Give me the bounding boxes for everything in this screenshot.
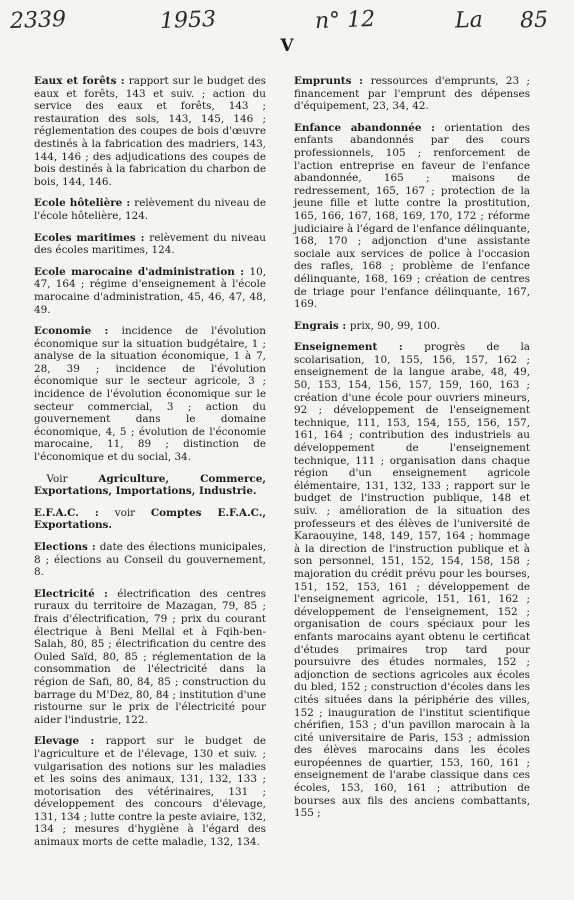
entry-term: Electricité — [34, 587, 95, 600]
index-entry-eaux-et-forets: Eaux et forêts : rapport sur le budget des eaux et forêts, 143 et suiv. ; action du service des eaux et forêts, 143 ; restauration des sols, 143, 145, 146 ; réglementation des coupes de bois d'œuvre destinés à la fabrication des madriers, 143, 144, 146 ; des adjudications des coupes de bois destinés à la fabrication du charbon de bois, 144, 146. — [34, 75, 266, 188]
entry-term: Engrais — [294, 319, 339, 332]
entry-text: relèvement du niveau de l'école hôtelière, 124. — [34, 197, 266, 222]
index-entry-ecole-marocaine-d-administration: Ecole marocaine d'administration : 10, 47, 164 ; régime d'enseignement à l'école marocaine d'administration, 45, 46, 47, 48, 49. — [34, 265, 267, 316]
index-entry-enfance-abandonnee: Enfance abandonnée : orientation des enfants abandonnés par des cours professionnels, 105 ; renforcement de l'action entreprise en faveur de l'enfance abandonnée, 165 ; maisons de redressement, 165, 167 ; protection de la jeune fille et lutte contre la prostitution, 165, 166, 167, 168, 169, 170, 172 ; réforme judiciaire à l'égard de l'enfance délinquante, 168, 170 ; adjonction d'une assistante sociale aux services de police à l'occasion des rafles, 168 ; problème de l'enfance délinquante, 168, 169 ; création de centres de triage pour l'enfance délinquante, 167, 169. — [294, 121, 531, 311]
index-entry-elevage: Elevage : rapport sur le budget de l'agriculture et de l'élevage, 130 et suiv. ; vulgarisation des notions sur les maladies et les soins des animaux, 131, 132, 133 ; motorisation des vétérinaires, 131 ; développement des concours d'élevage, 131, 134 ; lutte contre la peste aviaire, 132, 134 ; mesures d'hygiène à l'égard des animaux morts de cette maladie, 132, 134. — [34, 735, 267, 849]
entry-term: Elevage — [34, 735, 80, 748]
index-entry-enseignement: Enseignement : progrès de la scolarisation, 10, 155, 156, 157, 162 ; enseignement de la langue arabe, 48, 49, 50, 153, 154, 156, 157, 159, 160, 163 ; création d'une école pour ouvriers mineurs, 92 ; développement de l'enseignement technique, 111, 153, 154, 155, 156, 157, 161, 164 ; contribution des industriels au développement de l'enseignement technique, 111 ; organisation dans chaque région d'un enseignement agricole élémentaire, 131, 132, 133 ; rapport sur le budget de l'instruction publique, 148 et suiv. ; amélioration de la situation des professeurs et des élèves de l'université de Karaouyine, 148, 149, 157, 164 ; hommage à la direction de l'instruction publique et à son personnel, 151, 152, 154, 158, 158 ; majoration du crédit prévu pour les bourses, 151, 152, 153, 161 ; développement de l'enseignement agricole, 151, 161, 162 ; développement de l'enseignement, 152 ; organisation de cours spéciaux pour les enfants marocains ayant obtenu le certificat d'études primaires trop tard pour poursuivre des études normales, 152 ; adjonction de sections agricoles aux écoles du bled, 152 ; construction d'écoles dans les cités situées dans la périphérie des villes, 152 ; inauguration de l'institut scientifique chérifien, 153 ; d'un pavillon marocain à la cité universitaire de Paris, 153 ; admission des élèves marocains dans les écoles européennes de quartier, 153, 160, 161 ; enseignement de l'arabe classique dans ces écoles, 153, 160, 161 ; attribution de bourses aux fils des anciens combattants, 155 ; — [294, 341, 530, 820]
entry-references: Comptes E.F.A.C., Exportations. — [34, 506, 267, 532]
note-prefix: Voir — [46, 472, 68, 485]
entry-text: 10, 47, 164 ; régime d'enseignement à l'école marocaine d'administration, 45, 46, 47, 48, 49. — [34, 265, 267, 316]
entry-term: Emprunts — [294, 75, 352, 87]
entry-term: Economie — [34, 325, 92, 338]
entry-term: E.F.A.C. — [34, 506, 79, 519]
page-marker: V — [280, 36, 294, 56]
index-entry-economie: Economie : incidence de l'évolution économique sur la situation budgétaire, 1 ; analyse de la situation économique, 1 à 7, 28, 39 ; incidence de l'évolution économique sur le secteur agricole, 3 ; incidence de l'évolution économique sur le secteur commercial, 3 ; action du gouvernement dans le domaine économique, 4, 5 ; évolution de l'économie marocaine, 11, 89 ; distinction de l'économique et du social, 34. — [34, 325, 266, 464]
handwritten-page-code: 85 — [519, 7, 549, 34]
handwritten-issue: n° 12 — [314, 6, 376, 35]
entry-term: Eaux et forêts — [34, 75, 117, 87]
entry-term: Ecole hôtelière — [34, 197, 123, 210]
entry-text: incidence de l'évolution économique sur la situation budgétaire, 1 ; analyse de la situation économique, 1 à 7, 28, 39 ; incidence de l'évolution économique sur le secteur agricole, 3 ; incidence de l'évolution économique sur le secteur commercial, 3 ; action du gouvernement dans le domaine économique, 4, 5 ; évolution de l'économie marocaine, 11, 89 ; distinction de l'économique et du social, 34. — [34, 325, 266, 464]
handwritten-mark: La — [454, 7, 484, 34]
index-entry-ecole-hoteliere: Ecole hôtelière : relèvement du niveau de l'école hôtelière, 124. — [34, 197, 266, 222]
entry-text: orientation des enfants abandonnés par des cours professionnels, 105 ; renforcement de l'action entreprise en faveur de l'enfance abandonnée, 165 ; maisons de redressement, 165, 167 ; protection de la jeune fille et lutte contre la prostitution, 165, 166, 167, 168, 169, 170, 172 ; réforme judiciaire à l'égard de l'enfance délinquante, 168, 170 ; adjonction d'une assistante sociale aux services de police à l'occasion des rafles, 168 ; problème de l'enfance délinquante, 168, 169 ; création de centres de triage pour l'enfance délinquante, 167, 169. — [294, 121, 531, 311]
entry-text: électrification des centres ruraux du territoire de Mazagan, 79, 85 ; frais d'électrification, 79 ; prix du courant électrique à Beni Mellal et à Fqih-ben-Salah, 80, 85 ; électrification du centre des Ouled Saïd, 80, 85 ; réglementation de la consommation de l'électricité dans la région de Safi, 80, 84, 85 ; construction du barrage du M'Dez, 80, 84 ; institution d'une ristourne sur le prix de l'électricité pour aider l'industrie, 122. — [34, 587, 266, 726]
handwritten-year: 1953 — [159, 7, 217, 34]
index-entry-ecoles-maritimes: Ecoles maritimes : relèvement du niveau des écoles maritimes, 124. — [34, 231, 266, 257]
entry-text: progrès de la scolarisation, 10, 155, 156, 157, 162 ; enseignement de la langue arabe, 48, 49, 50, 153, 154, 156, 157, 159, 160, 163 ; création d'une école pour ouvriers mineurs, 92 ; développement de l'enseignement technique, 111, 153, 154, 155, 156, 157, 161, 164 ; contribution des industriels au développement de l'enseignement technique, 111 ; organisation dans chaque région d'un enseignement agricole élémentaire, 131, 132, 133 ; rapport sur le budget de l'instruction publique, 148 et suiv. ; amélioration de la situation des professeurs et des élèves de l'université de Karaouyine, 148, 149, 157, 164 ; hommage à la direction de l'instruction publique et à son personnel, 151, 152, 154, 158, 158 ; majoration du crédit prévu pour les bourses, 151, 152, 153, 161 ; développement de l'enseignement agricole, 151, 161, 162 ; développement de l'enseignement, 152 ; organisation de cours spéciaux pour les enfants marocains ayant obtenu le certificat d'études primaires trop tard pour poursuivre des études normales, 152 ; adjonction de sections agricoles aux écoles du bled, 152 ; construction d'écoles dans les cités situées dans la périphérie des villes, 152 ; inauguration de l'institut scientifique chérifien, 153 ; d'un pavillon marocain à la cité universitaire de Paris, 153 ; admission des élèves marocains dans les écoles européennes de quartier, 153, 160, 161 ; enseignement de l'arabe classique dans ces écoles, 153, 160, 161 ; attribution de bourses aux fils des anciens combattants, 155 ; — [294, 341, 530, 820]
index-entry-electricite: Electricité : électrification des centres ruraux du territoire de Mazagan, 79, 85 ; frais d'électrification, 79 ; prix du courant électrique à Beni Mellal et à Fqih-ben-Salah, 80, 85 ; électrification du centre des Ouled Saïd, 80, 85 ; réglementation de la consommation de l'électricité dans la région de Safi, 80, 84, 85 ; construction du barrage du M'Dez, 80, 84 ; institution d'une ristourne sur le prix de l'électricité pour aider l'industrie, 122. — [34, 587, 266, 726]
handwritten-number: 2339 — [9, 7, 67, 34]
entry-term: Enseignement — [294, 341, 378, 354]
entry-text: rapport sur le budget de l'agriculture et de l'élevage, 130 et suiv. ; vulgarisation des notions sur les maladies et les soins des animaux, 131, 132, 133 ; motorisation des vétérinaires, 131 ; développement des concours d'élevage, 131, 134 ; lutte contre la peste aviaire, 132, 134 ; mesures d'hygiène à l'égard des animaux morts de cette maladie, 132, 134. — [34, 735, 267, 849]
entry-text: relèvement du niveau des écoles maritimes, 124. — [34, 231, 266, 257]
index-entry-e-f-a-c: E.F.A.C. : voir Comptes E.F.A.C., Exportations. — [34, 506, 267, 532]
entry-term: Ecole marocaine d'administration — [34, 265, 235, 278]
right-column — [294, 75, 530, 829]
entry-text: rapport sur le budget des eaux et forêts, 143 et suiv. ; action du service des eaux et forêts, 143 ; restauration des sols, 143, 145, 146 ; réglementation des coupes de bois d'œuvre destinés à la fabrication des madriers, 143, 144, 146 ; des adjudications des coupes de bois destinés à la fabrication du charbon de bois, 144, 146. — [34, 75, 266, 188]
entry-text: prix, 90, 99, 100. — [349, 319, 441, 332]
entry-term: Elections — [34, 541, 88, 553]
entry-term: Ecoles maritimes — [34, 231, 136, 244]
index-entry-engrais: Engrais : prix, 90, 99, 100. — [294, 319, 441, 332]
index-entry-elections: Elections : date des élections municipales, 8 ; élections au Conseil du gouvernement, 8. — [34, 541, 267, 579]
index-entry-emprunts: Emprunts : ressources d'emprunts, 23 ; financement par l'emprunt des dépenses d'équipement, 23, 34, 42. — [294, 75, 530, 113]
index-note — [34, 473, 266, 498]
left-column — [34, 75, 266, 858]
entry-term: Enfance abandonnée — [294, 121, 422, 134]
note-references: Agriculture, Commerce, Exportations, Importations, Industrie. — [34, 472, 266, 498]
entry-text: voir — [114, 506, 136, 519]
entry-text: ressources d'emprunts, 23 ; financement par l'emprunt des dépenses d'équipement, 23, 34, 42. — [294, 75, 530, 113]
entry-text: date des élections municipales, 8 ; élections au Conseil du gouvernement, 8. — [34, 541, 267, 579]
